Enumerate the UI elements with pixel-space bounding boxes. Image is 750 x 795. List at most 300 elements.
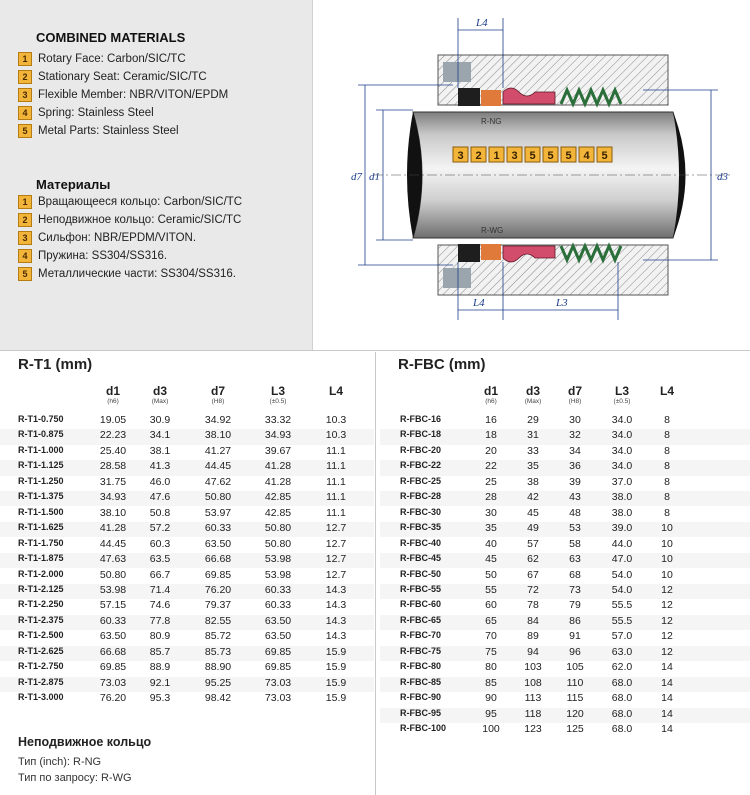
value-cell: 36 (569, 460, 581, 473)
value-cell: 63.50 (99, 630, 127, 643)
model-code: R-T1-2.625 (18, 645, 64, 656)
value-cell: 123 (524, 723, 542, 735)
value-cell: 14.3 (325, 630, 347, 643)
value-cell: 8 (664, 475, 670, 488)
stationary-seat-top (458, 88, 480, 106)
rfbc-header-d1: d1 (h6) (483, 384, 498, 405)
value-cell: 63.50 (264, 614, 292, 627)
rt1-header-d3: d3 (Max) (151, 384, 169, 405)
value-cell: 91 (569, 630, 581, 643)
rfbc-header-l4: L4 (659, 384, 674, 398)
value-cell: 10 (661, 522, 673, 535)
materials-panel (0, 0, 313, 350)
value-cell: 14.3 (325, 614, 347, 627)
table-row (380, 677, 750, 692)
model-code: R-FBC-65 (400, 614, 442, 625)
value-cell: 57.0 (611, 630, 633, 643)
value-cell: 60.33 (204, 522, 232, 535)
value-cell: 65 (485, 614, 497, 627)
footer-line-2: Тип по запросу: R-WG (18, 772, 132, 784)
table-row (0, 569, 374, 584)
value-cell: 38.10 (204, 429, 232, 442)
section-divider-vertical (375, 352, 376, 795)
value-cell: 73.03 (99, 676, 127, 689)
value-cell: 89 (527, 630, 539, 643)
rt1-header-l3: L3 (±0.5) (269, 384, 287, 405)
model-code: R-T1-1.875 (18, 553, 64, 564)
model-code: R-FBC-16 (400, 414, 442, 424)
value-cell: 15.9 (325, 645, 347, 658)
value-cell: 49 (527, 522, 539, 535)
model-code: R-T1-3.000 (18, 692, 64, 703)
value-cell: 12.7 (325, 537, 347, 550)
value-cell: 53.97 (204, 506, 232, 519)
material-text: Вращающееся кольцо: Carbon/SIC/TC (38, 196, 243, 208)
value-cell: 50.80 (204, 491, 232, 504)
value-cell: 105 (566, 661, 584, 674)
model-code: R-FBC-60 (400, 599, 442, 610)
value-cell: 88.9 (149, 661, 171, 674)
value-cell: 125 (566, 723, 584, 735)
value-cell: 79.37 (204, 599, 232, 612)
value-cell: 41.28 (264, 460, 292, 473)
value-cell: 69.85 (264, 661, 292, 674)
part-number-row (453, 147, 612, 162)
value-cell: 53 (569, 522, 581, 535)
value-cell: 45 (485, 553, 497, 566)
value-cell: 12.7 (325, 568, 347, 581)
table-row (380, 584, 750, 599)
material-text: Stationary Seat: Ceramic/SIC/TC (38, 71, 207, 83)
value-cell: 31.75 (99, 475, 127, 488)
value-cell: 53.98 (264, 568, 292, 581)
number-badge: 3 (18, 88, 32, 102)
model-code: R-T1-1.625 (18, 522, 64, 533)
value-cell: 35 (485, 522, 497, 535)
model-code: R-FBC-40 (400, 537, 442, 548)
table-row (0, 460, 374, 475)
table-row (0, 584, 374, 599)
material-item (18, 229, 242, 247)
model-code: R-T1-0.875 (18, 429, 64, 440)
model-code: R-FBC-30 (400, 506, 442, 517)
value-cell: 11.1 (326, 444, 346, 457)
value-cell: 34.0 (611, 460, 633, 473)
value-cell: 14 (661, 692, 673, 705)
value-cell: 41.27 (204, 444, 232, 457)
value-cell: 47.6 (149, 491, 171, 504)
table-row (0, 538, 374, 553)
value-cell: 42 (527, 491, 539, 504)
label-d3: d3 (717, 171, 728, 183)
model-code: R-T1-2.750 (18, 661, 64, 672)
value-cell: 84 (527, 614, 539, 627)
value-cell: 58 (569, 537, 581, 550)
value-cell: 72 (527, 583, 539, 596)
model-code: R-FBC-90 (400, 692, 442, 703)
label-d7: d7 (351, 171, 362, 183)
value-cell: 14 (661, 723, 673, 735)
table-row (0, 476, 374, 491)
value-cell: 30.9 (149, 414, 171, 426)
part-number: 5 (547, 150, 554, 162)
value-cell: 32 (569, 429, 581, 442)
value-cell: 108 (524, 676, 542, 689)
value-cell: 47.62 (204, 475, 232, 488)
material-item (18, 247, 242, 265)
table-row (380, 522, 750, 537)
value-cell: 53.98 (99, 583, 127, 596)
material-item (18, 211, 242, 229)
model-code: R-FBC-20 (400, 444, 442, 455)
label-rng: R-NG (481, 117, 502, 126)
value-cell: 85.7 (149, 645, 171, 658)
seal-diagram (313, 0, 750, 350)
value-cell: 15.9 (325, 692, 347, 705)
value-cell: 12.7 (325, 522, 347, 535)
table-row (380, 599, 750, 614)
value-cell: 55.5 (611, 599, 633, 612)
value-cell: 62.0 (611, 661, 633, 674)
table-row (380, 692, 750, 707)
value-cell: 11.1 (326, 506, 346, 519)
model-code: R-FBC-85 (400, 676, 442, 687)
value-cell: 43 (569, 491, 581, 504)
value-cell: 10 (661, 537, 673, 550)
rfbc-header-d3: d3 (Max) (524, 384, 542, 405)
value-cell: 54.0 (611, 568, 633, 581)
value-cell: 73.03 (264, 692, 292, 705)
value-cell: 68 (569, 568, 581, 581)
value-cell: 70 (485, 630, 497, 643)
value-cell: 29 (527, 414, 539, 426)
value-cell: 85.73 (204, 645, 232, 658)
value-cell: 10 (661, 568, 673, 581)
value-cell: 40 (485, 537, 497, 550)
value-cell: 14.3 (325, 599, 347, 612)
value-cell: 76.20 (204, 583, 232, 596)
value-cell: 33.32 (264, 414, 292, 426)
number-badge: 1 (18, 195, 32, 209)
value-cell: 38 (527, 475, 539, 488)
table-row (0, 429, 374, 444)
table-row (380, 445, 750, 460)
value-cell: 38.10 (99, 506, 127, 519)
value-cell: 39 (569, 475, 581, 488)
value-cell: 41.28 (99, 522, 127, 535)
value-cell: 63.0 (611, 645, 633, 658)
value-cell: 78 (527, 599, 539, 612)
model-code: R-T1-2.500 (18, 630, 64, 641)
model-code: R-FBC-80 (400, 661, 442, 672)
part-number: 5 (565, 150, 572, 162)
materials-list (18, 50, 228, 140)
material-item (18, 104, 228, 122)
value-cell: 11.1 (326, 460, 346, 473)
value-cell: 16 (485, 414, 497, 426)
value-cell: 77.8 (149, 614, 171, 627)
model-code: R-T1-1.750 (18, 537, 64, 548)
model-code: R-T1-2.000 (18, 568, 64, 579)
value-cell: 82.55 (204, 614, 232, 627)
table-row (380, 429, 750, 444)
rotary-face-bottom (481, 244, 501, 260)
table-row (0, 599, 374, 614)
rt1-table (0, 384, 374, 724)
value-cell: 22.23 (99, 429, 127, 442)
table-row (0, 507, 374, 522)
material-item (18, 50, 228, 68)
value-cell: 60 (485, 599, 497, 612)
value-cell: 14 (661, 676, 673, 689)
value-cell: 66.68 (99, 645, 127, 658)
rotary-face-top (481, 90, 501, 106)
material-item (18, 122, 228, 140)
value-cell: 28.58 (99, 460, 127, 473)
value-cell: 96 (569, 645, 581, 658)
value-cell: 12.7 (325, 553, 347, 566)
table-row (380, 553, 750, 568)
value-cell: 60.33 (264, 583, 292, 596)
value-cell: 34.93 (99, 491, 127, 504)
value-cell: 10 (661, 553, 673, 566)
value-cell: 73.03 (264, 676, 292, 689)
value-cell: 100 (482, 723, 500, 735)
value-cell: 11.1 (326, 475, 346, 488)
value-cell: 63.50 (204, 537, 232, 550)
value-cell: 42.85 (264, 506, 292, 519)
value-cell: 68.0 (611, 707, 633, 720)
value-cell: 31 (527, 429, 539, 442)
value-cell: 22 (485, 460, 497, 473)
table-row (380, 630, 750, 645)
table-row (0, 522, 374, 537)
model-code: R-T1-1.000 (18, 444, 64, 455)
footer-line-1: Тип (inch): R-NG (18, 756, 102, 768)
seal-drawing (313, 0, 750, 350)
materials-ru-list (18, 193, 242, 283)
value-cell: 8 (664, 506, 670, 519)
value-cell: 115 (566, 692, 584, 705)
value-cell: 12 (661, 614, 673, 627)
value-cell: 33 (527, 444, 539, 457)
value-cell: 10.3 (325, 414, 347, 426)
value-cell: 41.3 (149, 460, 171, 473)
value-cell: 50 (485, 568, 497, 581)
value-cell: 14 (661, 707, 673, 720)
value-cell: 98.42 (204, 692, 232, 705)
rt1-header-d7: d7 (H8) (210, 384, 225, 405)
value-cell: 47.63 (99, 553, 127, 566)
label-l4-bottom: L4 (473, 297, 485, 309)
value-cell: 90 (485, 692, 497, 705)
table-row (0, 677, 374, 692)
value-cell: 39.0 (611, 522, 633, 535)
number-badge: 5 (18, 267, 32, 281)
material-text: Неподвижное кольцо: Ceramic/SIC/TC (38, 214, 242, 226)
value-cell: 57.2 (149, 522, 171, 535)
material-item (18, 68, 228, 86)
value-cell: 55 (485, 583, 497, 596)
value-cell: 67 (527, 568, 539, 581)
table-row (380, 723, 750, 738)
value-cell: 14.3 (325, 583, 347, 596)
material-text: Flexible Member: NBR/VITON/EPDM (38, 89, 229, 101)
model-code: R-FBC-25 (400, 475, 442, 486)
value-cell: 12 (661, 599, 673, 612)
material-text: Spring: Stainless Steel (38, 107, 154, 119)
table-row (380, 615, 750, 630)
value-cell: 34.0 (611, 414, 633, 426)
value-cell: 118 (524, 707, 542, 720)
part-number: 4 (583, 150, 590, 162)
value-cell: 73 (569, 583, 581, 596)
model-code: R-T1-1.250 (18, 475, 64, 486)
value-cell: 50.80 (99, 568, 127, 581)
value-cell: 28 (485, 491, 497, 504)
value-cell: 44.45 (204, 460, 232, 473)
table-row (380, 414, 750, 429)
value-cell: 47.0 (611, 553, 633, 566)
rfbc-table (380, 384, 750, 734)
number-badge: 1 (18, 52, 32, 66)
value-cell: 88.90 (204, 661, 232, 674)
value-cell: 76.20 (99, 692, 127, 705)
value-cell: 15.9 (325, 661, 347, 674)
model-code: R-T1-1.125 (18, 460, 64, 471)
table-row (380, 569, 750, 584)
number-badge: 4 (18, 249, 32, 263)
value-cell: 95.25 (204, 676, 232, 689)
model-code: R-FBC-75 (400, 645, 442, 656)
table-row (380, 708, 750, 723)
value-cell: 11.1 (326, 491, 346, 504)
value-cell: 86 (569, 614, 581, 627)
number-badge: 2 (18, 213, 32, 227)
table-row (380, 661, 750, 676)
value-cell: 34 (569, 444, 581, 457)
value-cell: 44.45 (99, 537, 127, 550)
rt1-header-d1: d1 (h6) (105, 384, 120, 405)
stationary-seat-bottom (458, 244, 480, 262)
value-cell: 68.0 (611, 692, 633, 705)
table-row (380, 460, 750, 475)
value-cell: 80.9 (149, 630, 171, 643)
value-cell: 8 (664, 491, 670, 504)
model-code: R-T1-2.875 (18, 676, 64, 687)
value-cell: 45 (527, 506, 539, 519)
value-cell: 54.0 (611, 583, 633, 596)
value-cell: 30 (569, 414, 581, 426)
value-cell: 12 (661, 645, 673, 658)
value-cell: 113 (524, 692, 542, 705)
material-item (18, 86, 228, 104)
model-code: R-T1-1.500 (18, 506, 64, 517)
value-cell: 57 (527, 537, 539, 550)
gland-bottom (443, 268, 471, 288)
material-text: Пружина: SS304/SS316. (38, 250, 168, 262)
value-cell: 15.9 (325, 676, 347, 689)
materials-title: COMBINED MATERIALS (36, 30, 186, 45)
value-cell: 85.72 (204, 630, 232, 643)
table-row (380, 476, 750, 491)
value-cell: 10.3 (325, 429, 347, 442)
table-row (0, 630, 374, 645)
value-cell: 50.80 (264, 537, 292, 550)
value-cell: 63 (569, 553, 581, 566)
value-cell: 74.6 (149, 599, 171, 612)
value-cell: 34.0 (611, 429, 633, 442)
value-cell: 63.50 (264, 630, 292, 643)
rfbc-header-l3: L3 (±0.5) (613, 384, 631, 405)
value-cell: 55.5 (611, 614, 633, 627)
model-code: R-FBC-45 (400, 553, 442, 564)
value-cell: 50.8 (149, 506, 171, 519)
value-cell: 18 (485, 429, 497, 442)
value-cell: 69.85 (264, 645, 292, 658)
gland-top (443, 62, 471, 82)
value-cell: 38.0 (611, 491, 633, 504)
value-cell: 60.33 (99, 614, 127, 627)
value-cell: 38.0 (611, 506, 633, 519)
value-cell: 60.3 (149, 537, 171, 550)
material-item (18, 193, 242, 211)
value-cell: 94 (527, 645, 539, 658)
model-code: R-FBC-28 (400, 491, 442, 502)
value-cell: 25 (485, 475, 497, 488)
materials-ru-title: Материалы (36, 177, 111, 192)
value-cell: 53.98 (264, 553, 292, 566)
table-row (0, 692, 374, 707)
part-number: 5 (529, 150, 536, 162)
table-row (0, 661, 374, 676)
value-cell: 34.93 (264, 429, 292, 442)
part-number: 1 (493, 150, 500, 162)
table-row (0, 445, 374, 460)
number-badge: 4 (18, 106, 32, 120)
table-row (0, 646, 374, 661)
model-code: R-T1-2.125 (18, 583, 64, 594)
model-code: R-T1-0.750 (18, 414, 64, 424)
value-cell: 66.7 (149, 568, 171, 581)
value-cell: 46.0 (149, 475, 171, 488)
model-code: R-FBC-22 (400, 460, 442, 471)
model-code: R-FBC-55 (400, 583, 442, 594)
value-cell: 20 (485, 444, 497, 457)
number-badge: 3 (18, 231, 32, 245)
model-code: R-FBC-70 (400, 630, 442, 641)
value-cell: 37.0 (611, 475, 633, 488)
value-cell: 8 (664, 460, 670, 473)
model-code: R-T1-1.375 (18, 491, 64, 502)
label-d1: d1 (369, 171, 380, 183)
part-number: 5 (601, 150, 608, 162)
section-divider-horizontal (0, 350, 750, 351)
part-number: 2 (475, 150, 482, 162)
model-code: R-FBC-95 (400, 707, 442, 718)
value-cell: 79 (569, 599, 581, 612)
material-text: Rotary Face: Carbon/SIC/TC (38, 53, 186, 65)
value-cell: 38.1 (149, 444, 171, 457)
value-cell: 30 (485, 506, 497, 519)
value-cell: 25.40 (99, 444, 127, 457)
value-cell: 44.0 (611, 537, 633, 550)
value-cell: 63.5 (149, 553, 171, 566)
value-cell: 66.68 (204, 553, 232, 566)
label-l3: L3 (556, 297, 568, 309)
part-number: 3 (457, 150, 464, 162)
value-cell: 34.0 (611, 444, 633, 457)
